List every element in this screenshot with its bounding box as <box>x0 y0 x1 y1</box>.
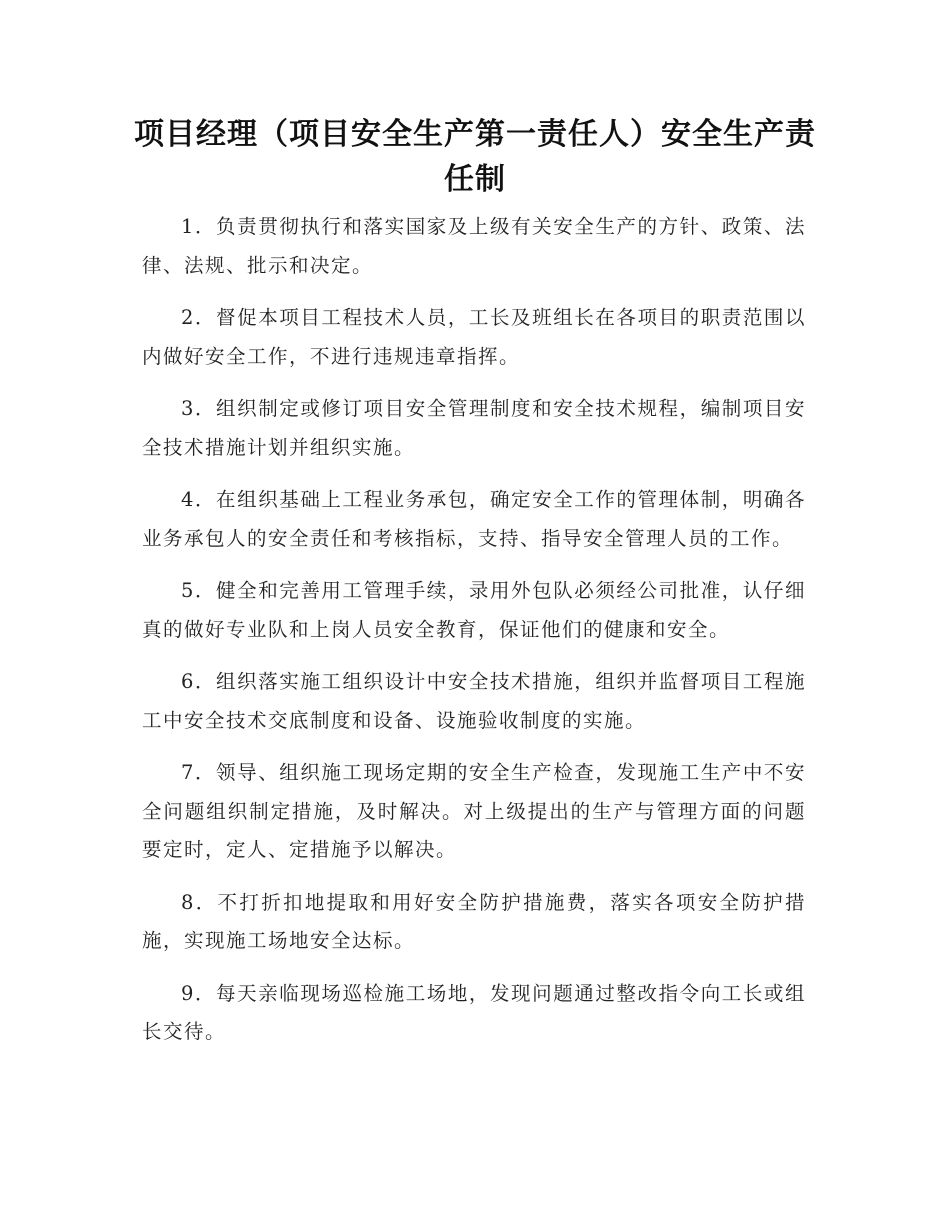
paragraph-6: 6．组织落实施工组织设计中安全技术措施，组织并监督项目工程施工中安全技术交底制度和设备、设施验收制度的实施。 <box>142 670 806 732</box>
document-body <box>142 208 806 1066</box>
paragraph-9: 9．每天亲临现场巡检施工场地，发现问题通过整改指令向工长或组长交待。 <box>142 981 806 1043</box>
paragraph-5: 5．健全和完善用工管理手续，录用外包队必须经公司批准，认仔细真的做好专业队和上岗人员安全教育，保证他们的健康和安全。 <box>142 579 806 641</box>
paragraph-2: 2．督促本项目工程技术人员，工长及班组长在各项目的职责范围以内做好安全工作，不进行违规违章指挥。 <box>142 306 806 368</box>
paragraph-3: 3．组织制定或修订项目安全管理制度和安全技术规程，编制项目安全技术措施计划并组织实施。 <box>142 397 806 459</box>
paragraph-7: 7．领导、组织施工现场定期的安全生产检查，发现施工生产中不安全问题组织制定措施，及时解决。对上级提出的生产与管理方面的问题要定时，定人、定措施予以解决。 <box>142 761 806 861</box>
paragraph-8: 8．不打折扣地提取和用好安全防护措施费，落实各项安全防护措施，实现施工场地安全达标。 <box>142 890 806 952</box>
document-title: 项目经理（项目安全生产第一责任人）安全生产责任制 <box>134 117 816 197</box>
paragraph-1: 1．负责贯彻执行和落实国家及上级有关安全生产的方针、政策、法律、法规、批示和决定。 <box>142 215 806 277</box>
paragraph-4: 4．在组织基础上工程业务承包，确定安全工作的管理体制，明确各业务承包人的安全责任和考核指标，支持、指导安全管理人员的工作。 <box>142 488 806 550</box>
